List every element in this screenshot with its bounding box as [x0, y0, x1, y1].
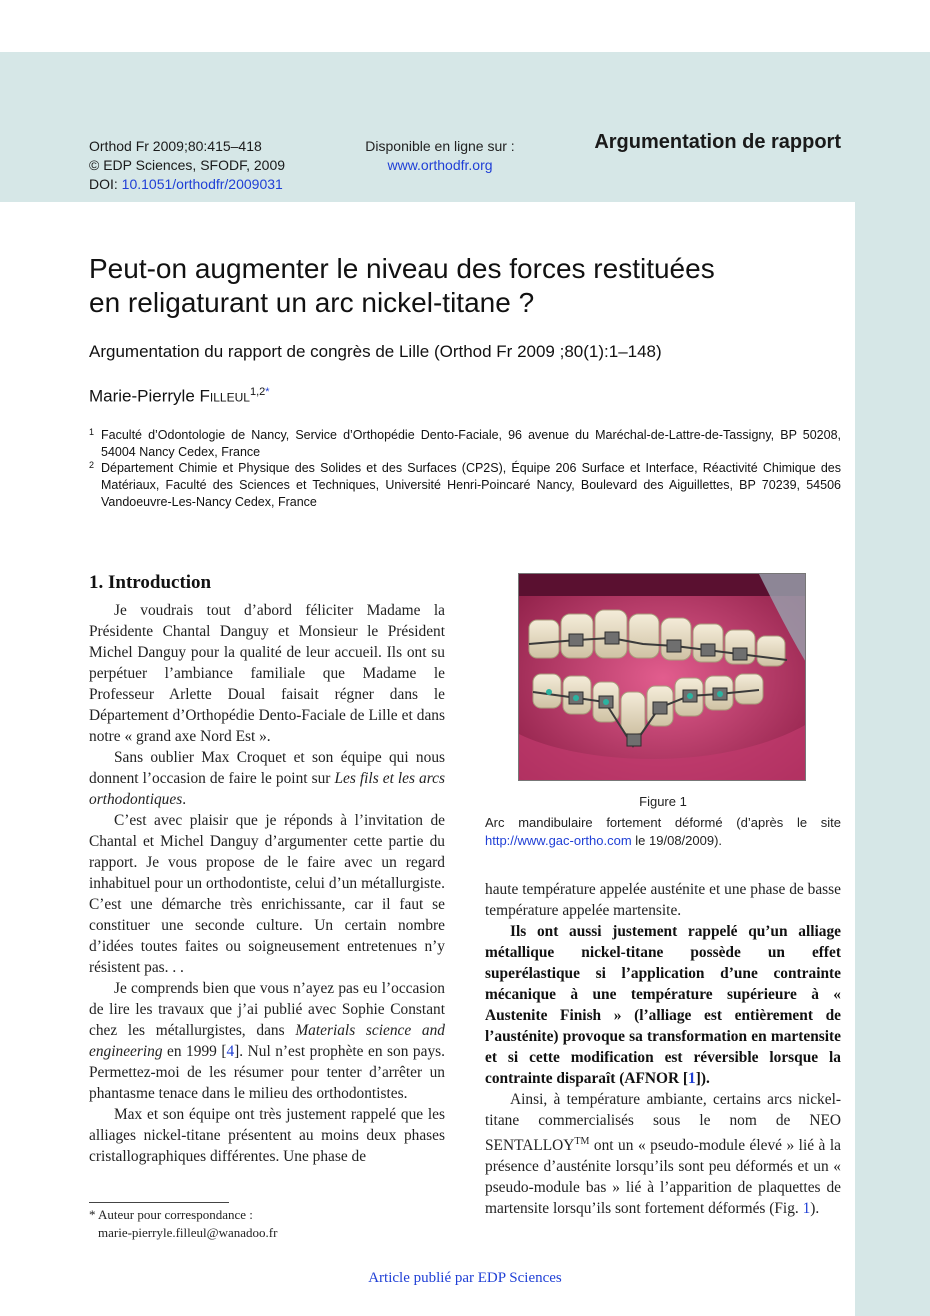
doi-line: DOI: 10.1051/orthodfr/2009031 [89, 176, 283, 192]
right-column [485, 879, 841, 1219]
publisher-footer[interactable]: Article publié par EDP Sciences [368, 1270, 562, 1286]
paragraph: C’est avec plaisir que je réponds à l’invitation de Chantal et Michel Danguy d’argumenter cette partie du rapport. Je vous propose de le faire avec un regard inhabituel pour un orthodontiste, celui d’un métallurgiste. C’est une démarche très enrichissante, car il faut se constituer une seconde culture. Un certain nombre d’idées toutes faites ou soigneusement entretenues n’y résistent pas. . . [89, 812, 445, 976]
dental-arch-photo [519, 574, 806, 781]
citation-link[interactable]: 1 [688, 1070, 696, 1087]
right-margin-strip [855, 202, 930, 1316]
paragraph: Sans oublier Max Croquet et son équipe qui nous donnent l’occasion de faire le point sur Les fils et les arcs orthodontiques. [89, 749, 445, 808]
figure-1-image [518, 573, 806, 781]
journal-citation: Orthod Fr 2009;80:415–418 [89, 138, 262, 154]
paragraph: Je comprends bien que vous n’ayez pas eu l’occasion de lire les travaux que j’ai publié avec Sophie Constant chez les métallurgistes, dans Materials science and engineering en 1999 [4]. Nul n’est prophète en son pays. Permettez-moi de les résumer pour tenter d’arrêter un phantasme tenace dans le milieu des orthodontistes. [89, 980, 446, 1102]
article-subtitle: Argumentation du rapport de congrès de Lille (Orthod Fr 2009 ;80(1):1–148) [89, 342, 662, 361]
section-heading-introduction: 1. Introduction [89, 572, 212, 593]
figure-caption: Arc mandibulaire fortement déformé (d’après le site http://www.gac-ortho.com le 19/08/2009). [485, 815, 841, 848]
figure-label: Figure 1 [639, 794, 687, 809]
figure-source-link[interactable]: http://www.gac-ortho.com [485, 833, 632, 848]
affiliation-2: 2 Département Chimie et Physique des Solides et des Surfaces (CP2S), Équipe 206 Surface et Interface, Réactivité Chimique des Matériaux, Faculté des Sciences et Techniques, Université Henri-Poincaré Nancy, Boulevard des Aiguillettes, BP 70239, 54506 Vandoeuvre-Les-Nancy Cedex, France [89, 460, 841, 509]
paragraph: Ils ont aussi justement rappelé qu’un alliage métallique nickel-titane possède un effet superélastique si l’application d’une contrainte mécanique à une température supérieure à « Austenite Finish » (l’alliage est entièrement de l’austénite) provoque sa transformation en martensite et si cette modification est réversible lorsque la contrainte disparaît (AFNOR [1]). [485, 923, 841, 1087]
section-label: Argumentation de rapport [594, 131, 841, 153]
author-line [89, 386, 270, 407]
journal-url-link[interactable]: www.orthodfr.org [387, 157, 493, 173]
author-surname: Filleul [199, 386, 250, 406]
online-availability [360, 137, 520, 175]
author-email: marie-pierryle.filleul@wanadoo.fr [98, 1225, 278, 1240]
author-affiliation-marks: 1,2 [249, 386, 266, 398]
doi-link[interactable]: 10.1051/orthodfr/2009031 [121, 176, 283, 192]
paragraph: Ainsi, à température ambiante, certains arcs nickel-titane commercialisés sous le nom de NEO SENTALLOY™ ont un « pseudo-module élevé » lié à la présence d’austénite lorsqu’ils sont peu déformés et un « pseudo-module bas » lié à l’apparition de plaquettes de martensite lorsqu’ils sont fortement déformés (Fig. 1). [485, 1091, 841, 1218]
citation-link[interactable]: 4 [226, 1043, 235, 1060]
journal-info [89, 137, 285, 194]
article-title: Peut-on augmenter le niveau des forces restituées en religaturant un arc nickel-titane ? [89, 253, 715, 318]
copyright: © EDP Sciences, SFODF, 2009 [89, 157, 286, 173]
figure-reference-link[interactable]: 1 [802, 1200, 811, 1218]
online-label: Disponible en ligne sur : [365, 138, 515, 154]
paragraph: Max et son équipe ont très justement rappelé que les alliages nickel-titane présentent au moins deux phases cristallographiques différentes. Une phase de [89, 1106, 445, 1165]
author-name: Marie-Pierryle [89, 386, 200, 406]
affiliation-1: 1 Faculté d’Odontologie de Nancy, Service d’Orthopédie Dento-Faciale, 96 avenue du Maréchal-de-Lattre-de-Tassigny, BP 50208, 54004 Nancy Cedex, France [89, 427, 841, 459]
paragraph: haute température appelée austénite et une phase de basse température appelée martensite. [485, 881, 841, 919]
footnote-divider [89, 1202, 229, 1203]
left-column [89, 572, 445, 1167]
paragraph: Je voudrais tout d’abord féliciter Madame la Présidente Chantal Danguy et Monsieur le Président Michel Danguy pour la qualité de leur accueil. Ils ont su perpétuer l’ambiance familiale que Madame le Professeur Arlette Doual faisait régner dans le Département d’Orthopédie Dento-Faciale de Lille et dans notre « grand axe Nord Est ». [89, 602, 445, 745]
corresponding-author-mark[interactable]: * [265, 386, 270, 398]
footnote: * Auteur pour correspondance : marie-pierryle.filleul@wanadoo.fr [89, 1207, 278, 1240]
